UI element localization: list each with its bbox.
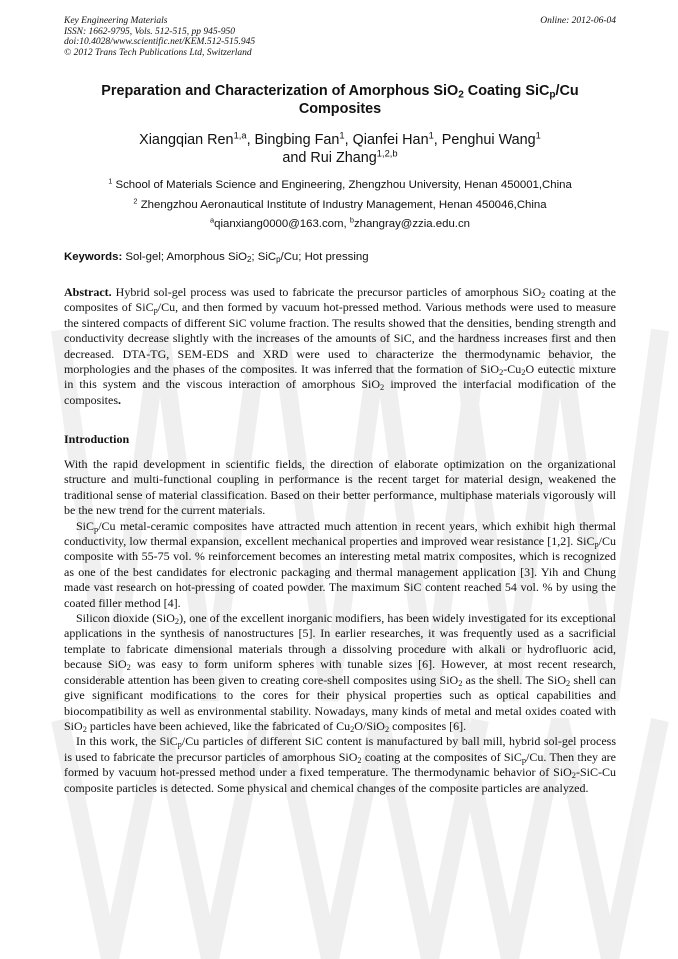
online-date: Online: 2012-06-04 — [540, 16, 616, 26]
title-line-1: Preparation and Characterization of Amorphous SiO$_2$ Coating SiC$_p$/Cu — [101, 83, 579, 101]
paper-title — [64, 82, 616, 118]
abstract — [64, 285, 616, 408]
keywords: Keywords: Sol-gel; Amorphous SiO$_2$; SiC$_p$/Cu; Hot pressing — [64, 251, 369, 264]
section-heading: Introduction — [64, 432, 130, 446]
author-list: Xiangqian Ren$^{1,a}$, Bingbing Fan$^1$, Qianfei Han$^1$, Penghui Wang$^1$ and Rui Zhang$^{1,2,b}$ — [139, 130, 541, 166]
journal-header — [64, 16, 616, 58]
affiliation-2: $^2$ Zhengzhou Aeronautical Institute of Industry Management, Henan 450046,China — [133, 196, 547, 211]
paragraph: In this work, the SiC$_p$/Cu particles of different SiC content is manufactured by ball mill, hybrid sol-gel process is used to fabricate the precursor particles of amorphous SiO$_2$ coating at the composites of SiC$_p$/Cu. Then they are formed by vacuum hot-pressed method under a fixed temperature. The thermodynamic behavior of SiO$_2$-SiC-Cu composite particles is detected. Some physical and chemical changes of the composite particles are analyzed. — [64, 734, 617, 795]
author: , Bingbing Fan — [246, 132, 340, 148]
author: and Rui Zhang — [282, 150, 377, 166]
title-line-2: Composites — [298, 101, 382, 117]
abstract-text: Abstract. Hybrid sol-gel process was used to fabricate the precursor particles of amorphous SiO$_2$ coating at the composites of SiC$_p$/Cu, and then formed by vacuum hot-pressed method. Various methods were used to measure the sintered compacts of different SiC volume fraction. The results showed that the densities, bending strength and conductivity decrease slightly with the increases of the amounts of SiC, and the hardness increases first and then decreased. DTA-TG, SEM-EDS and XRD were used to characterize the thermodynamic behavior, the morphologies and the phases of the composites. It was inferred that the formation of $SiO_2-Cu_2O$ eutectic mixture in this system and the viscous interaction of amorphous SiO$_2$ improved the interfacial modification of the composites. — [64, 285, 617, 407]
abstract-label: Abstract. — [64, 285, 112, 299]
affiliations — [64, 176, 616, 235]
copyright-line: © 2012 Trans Tech Publications Ltd, Switzerland — [64, 47, 252, 58]
paragraph: With the rapid development in scientific fields, the direction of elaborate optimization on the organizational structure and multi-functional coupling in performance is the recent target for material design, weakened the traditional sense of material classification. Based on their better performance, multiphase materials vigorously will be the new trend for the current materials. — [64, 457, 616, 518]
author: , Qianfei Han — [344, 132, 429, 148]
paragraph: SiC$_p$/Cu metal-ceramic composites have attracted much attention in recent years, which exhibit high thermal conductivity, low thermal expansion, excellent mechanical properties and improved wear resistance [1,2]. SiC$_p$/Cu composite with 55-75 vol. % reinforcement becomes an interesting metal matrix composites, which is recognized as one of the best candidates for electronic packaging and thermal management application [3]. Yih and Chung made vast research on hot-pressing of coated powder. The maximum SiC content reached 54 vol. % by using the coated filler method [4]. — [64, 518, 616, 610]
issn-line: ISSN: 1662-9795, Vols. 512-515, pp 945-950 — [64, 26, 235, 37]
author-emails: $^a$qianxiang0000@163.com, $^b$zhangray@zzia.edu.cn — [210, 215, 470, 230]
introduction-section — [64, 432, 616, 796]
author: , Penghui Wang — [433, 132, 536, 148]
journal-name: Key Engineering Materials — [64, 16, 168, 26]
doi-line: doi:10.4028/www.scientific.net/KEM.512-515.945 — [64, 37, 256, 48]
keywords-label: Keywords: — [64, 251, 123, 263]
paragraph: Silicon dioxide (SiO$_2$), one of the excellent inorganic modifiers, has been widely investigated for its exceptional applications in the synthesis of nanostructures [5]. In earlier researches, it was frequently used as a sacrificial template to fabricate dimensional materials through a dissolving procedure with alkali or hydrofluoric acid, because SiO$_2$ was easy to form uniform spheres with tunable sizes [6]. However, at most recent research, considerable attention has been given to creating core-shell composites using SiO$_2$ as the shell. The SiO$_2$ shell can give significant modifications to the cores for their physical properties such as optical capabilities and biocompatibility as well as environmental stability. Nowadays, many kinds of metal and metal oxides coated with SiO$_2$ particles have been achieved, like the fabricated of $Cu_2O/SiO_2$ composites [6]. — [64, 611, 616, 734]
affiliation-1: $^1$ School of Materials Science and Engineering, Zhengzhou University, Henan 450001,China — [108, 176, 572, 191]
author: Xiangqian Ren — [139, 132, 234, 148]
